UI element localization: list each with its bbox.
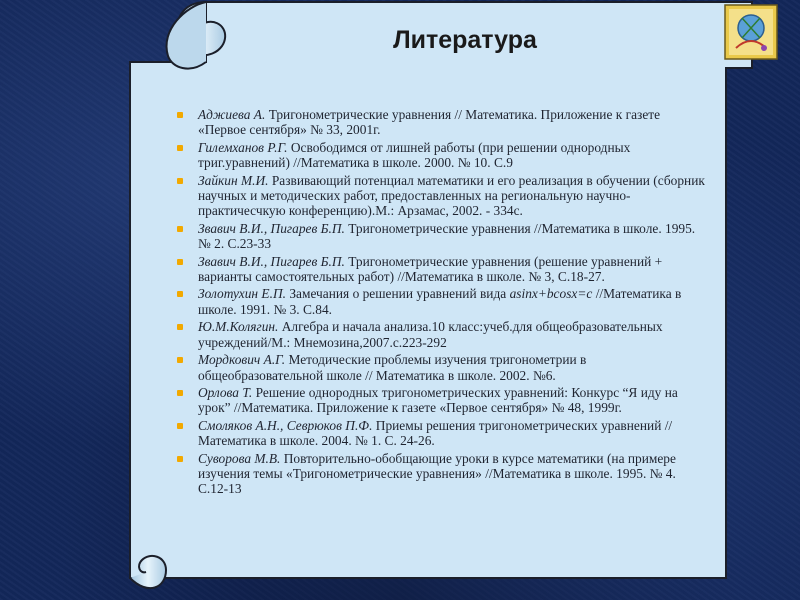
reference-text: Алгебра и начала анализа.10 класс:учеб.для общеобразовательных учреждений/М.: Мнемозина,2007.с.223-292 [198, 319, 663, 350]
reference-text: Развивающий потенциал математики и его реализация в обучении (сборник научных и методических работ, предоставленных на региональную научно-практичесчкую конференцию).М.: Арзамас, 2002. - 334с. [198, 172, 705, 219]
reference-author: Звавич В.И., Пигарев Б.П. [198, 253, 345, 269]
reference-author: Аджиева А. [198, 107, 266, 122]
reference-author: Орлова Т. [198, 384, 253, 400]
reference-text: Решение однородных тригонометрических уравнений: Конкурс “Я иду на урок” //Математика. Приложение к газете «Первое сентября» № 48, 1999г. [198, 384, 678, 416]
bullet-icon [177, 145, 183, 151]
reference-list [176, 107, 706, 499]
page-title: Литература [393, 26, 537, 54]
bullet-icon [177, 178, 183, 184]
bullet-icon [177, 259, 183, 265]
bullet-icon [177, 456, 183, 462]
reference-author: Суворова М.В. [198, 450, 281, 466]
reference-text-after: //Математика в школе. 1991. № 3. С.84. [198, 286, 682, 317]
list-item [176, 107, 706, 138]
bullet-icon [177, 357, 183, 363]
reference-author: Золотухин Е.П. [198, 286, 286, 302]
list-item [176, 319, 706, 350]
list-item [176, 418, 706, 449]
bullet-icon [177, 324, 183, 330]
list-item [176, 221, 706, 252]
reference-text: Повторительно-обобщающие уроки в курсе математики (на примере изучения темы «Тригонометрические уравнения» //Математика в школе. 1995. № 4. С.12-13 [198, 450, 676, 497]
list-item [176, 173, 706, 219]
reference-text: Тригонометрические уравнения (решение уравнений + варианты самостоятельных работ) //Математика в школе. № 3, С.18-27. [198, 253, 663, 285]
reference-author: Ю.М.Колягин. [198, 319, 279, 335]
reference-author: Мордкович А.Г. [198, 352, 286, 368]
reference-text: Замечания о решении уравнений вида [285, 286, 510, 302]
list-item [176, 451, 706, 497]
bullet-icon [177, 226, 183, 232]
list-item [176, 352, 706, 383]
bullet-icon [177, 390, 183, 396]
list-item [176, 140, 706, 171]
reference-text: Тригонометрические уравнения //Математика в школе. 1995. № 2. С.23-33 [198, 220, 696, 252]
reference-formula: asinx+bcosx=c [509, 286, 593, 302]
bullet-icon [177, 112, 183, 118]
list-item [176, 254, 706, 285]
math-logo-icon [724, 4, 778, 60]
reference-text: Освободимся от лишней работы (при решении однородных триг.уравнений) //Математика в школе. 2000. № 10. С.9 [198, 139, 631, 171]
reference-author: Гилемханов Р.Г. [198, 139, 288, 155]
reference-author: Зайкин М.И. [198, 172, 269, 188]
reference-text: Приемы решения тригонометрических уравнений //Математика в школе. 2004. № 1. С. 24-26. [198, 417, 673, 449]
reference-author: Смоляков А.Н., Севрюков П.Ф. [198, 417, 373, 433]
reference-text: Методические проблемы изучения тригонометрии в общеобразовательной школе // Математика в школе. 2002. №6. [198, 352, 587, 383]
bullet-icon [177, 291, 183, 297]
reference-text: Тригонометрические уравнения // Математика. Приложение к газете «Первое сентября» № 33, 2001г. [198, 107, 661, 138]
bullet-icon [177, 423, 183, 429]
reference-author: Звавич В.И., Пигарев Б.П. [198, 220, 345, 236]
list-item [176, 385, 706, 416]
list-item [176, 286, 706, 317]
